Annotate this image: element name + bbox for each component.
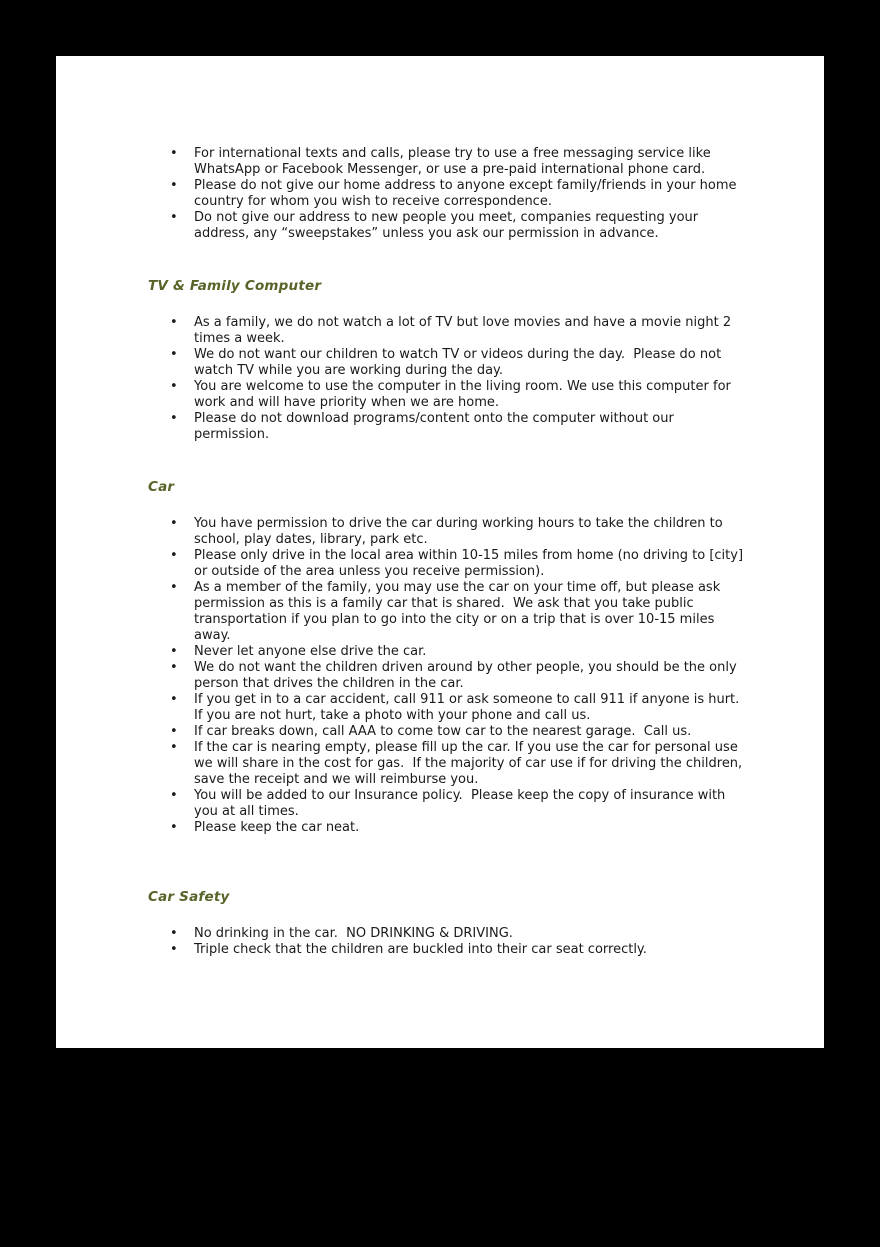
list-item: • Please only drive in the local area within 10-15 miles from home (no driving to [city] or outside of the area unless you receive permission). [194, 548, 744, 580]
list-item: • For international texts and calls, please try to use a free messaging service like WhatsApp or Facebook Messenger, or use a pre-paid international phone card. [194, 146, 744, 178]
sections-container [148, 278, 748, 958]
list-item: • If you get in to a car accident, call 911 or ask someone to call 911 if anyone is hurt. If you are not hurt, take a photo with your phone and call us. [194, 692, 744, 724]
section-car [148, 479, 748, 836]
list-item: • Triple check that the children are buckled into their car seat correctly. [194, 942, 744, 958]
section-heading-car: Car [148, 479, 175, 495]
section-tv-family-computer [148, 278, 744, 443]
list-item: • As a member of the family, you may use the car on your time off, but please ask permission as this is a family car that is shared. We ask that you take public transportation if you plan to go into the city or on a trip that is over 10-15 miles away. [194, 580, 744, 644]
list-item: • Never let anyone else drive the car. [194, 644, 744, 660]
document-content [148, 146, 748, 958]
list-item: • As a family, we do not watch a lot of TV but love movies and have a movie night 2 times a week. [194, 315, 744, 347]
list-item: • You will be added to our Insurance policy. Please keep the copy of insurance with you at all times. [194, 788, 744, 820]
section-car-safety [148, 889, 744, 958]
section-heading-car-safety: Car Safety [148, 889, 230, 905]
list-item: • If car breaks down, call AAA to come tow car to the nearest garage. Call us. [194, 724, 744, 740]
list-item: • Do not give our address to new people you meet, companies requesting your address, any “sweepstakes” unless you ask our permission in advance. [194, 210, 744, 242]
list-item: • No drinking in the car. NO DRINKING & DRIVING. [194, 926, 744, 942]
list-item: • If the car is nearing empty, please fill up the car. If you use the car for personal use we will share in the cost for gas. If the majority of car use if for driving the children, save the receipt and we will reimburse you. [194, 740, 744, 788]
bullet-list-tv-family-computer [148, 315, 744, 443]
list-item: • Please keep the car neat. [194, 820, 744, 836]
document-page [56, 56, 824, 1048]
bullet-list-car [148, 516, 748, 836]
list-item: • Please do not download programs/content onto the computer without our permission. [194, 411, 744, 443]
list-item: • You are welcome to use the computer in the living room. We use this computer for work and will have priority when we are home. [194, 379, 744, 411]
bullet-list-car-safety [148, 926, 744, 958]
intro-bullet-list [148, 146, 744, 242]
list-item: • Please do not give our home address to anyone except family/friends in your home country for whom you wish to receive correspondence. [194, 178, 744, 210]
list-item: • We do not want the children driven around by other people, you should be the only person that drives the children in the car. [194, 660, 744, 692]
section-heading-tv-family-computer: TV & Family Computer [148, 278, 322, 294]
list-item: • You have permission to drive the car during working hours to take the children to school, play dates, library, park etc. [194, 516, 744, 548]
list-item: • We do not want our children to watch TV or videos during the day. Please do not watch TV while you are working during the day. [194, 347, 744, 379]
